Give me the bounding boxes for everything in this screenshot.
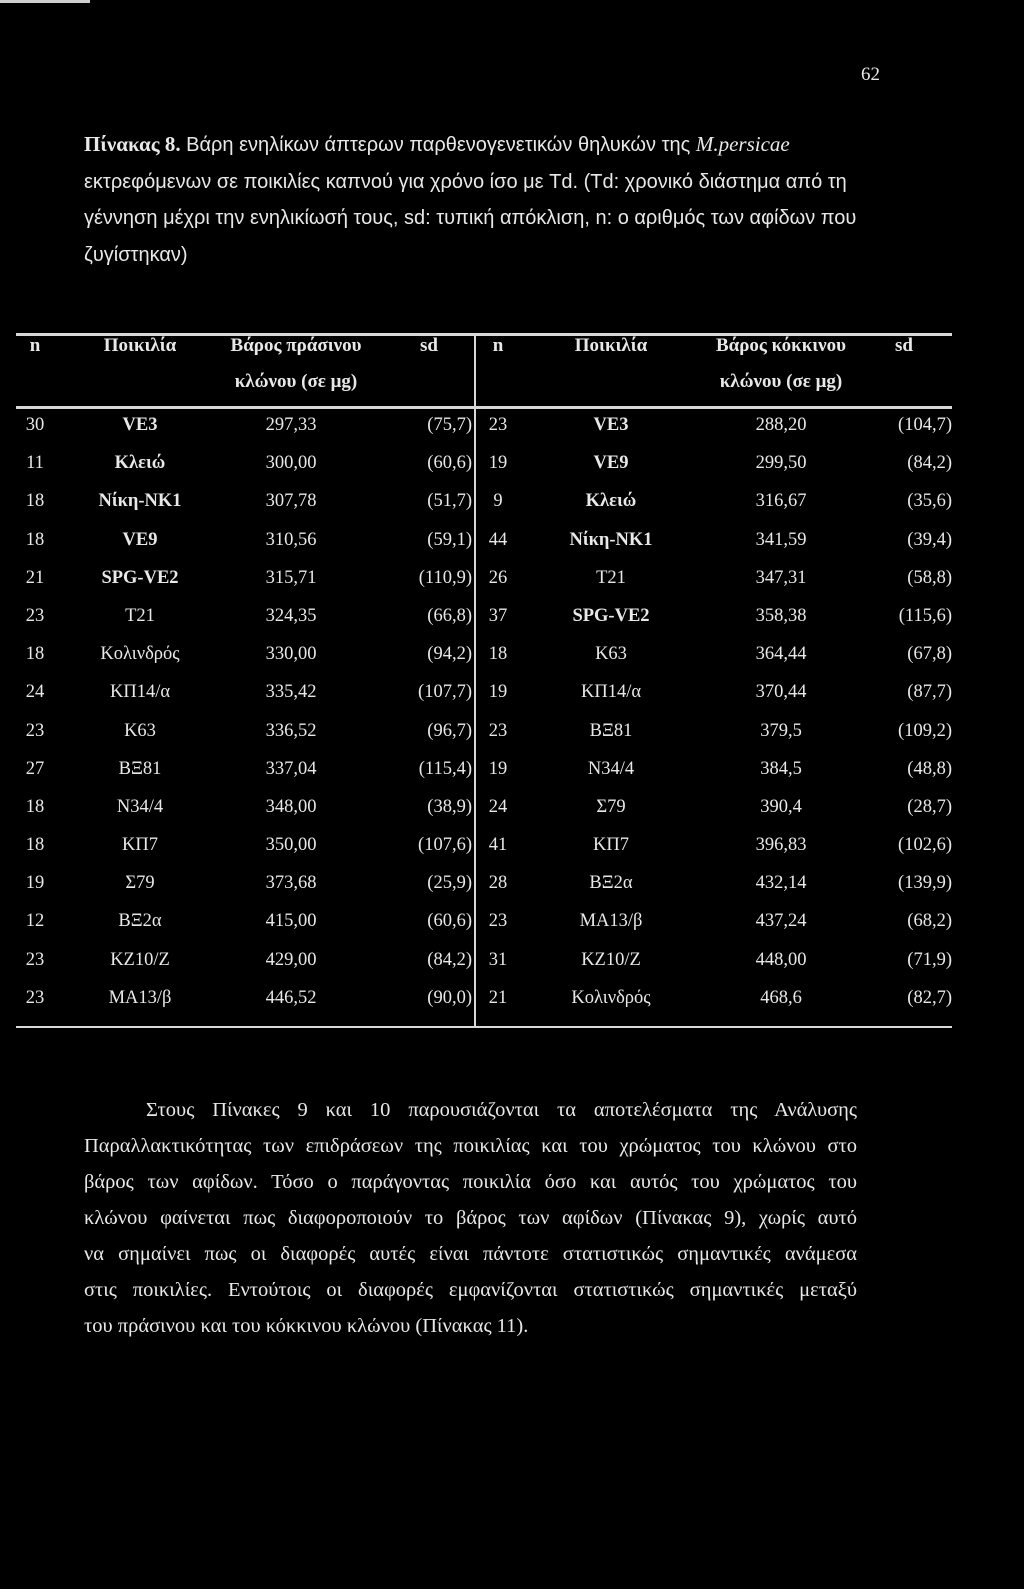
- cell-n-green: 27: [25, 758, 45, 779]
- cell-weight-red: 396,83: [755, 835, 807, 856]
- cell-variety-green: Νίκη-ΝΚ1: [98, 491, 182, 512]
- table-row: [16, 600, 952, 638]
- table-row: [16, 715, 952, 753]
- cell-n-green: 12: [25, 911, 45, 932]
- paragraph-line: να σημαίνει πως οι διαφορές αυτές είναι πάντοτε στατιστικώς σημαντικές ανάμεσα: [84, 1243, 857, 1265]
- cell-n-red: 19: [488, 682, 508, 703]
- cell-variety-red: ΚΖ10/Ζ: [581, 949, 641, 970]
- cell-sd-green: (25,9): [427, 873, 472, 894]
- cell-variety-red: K63: [595, 644, 627, 665]
- cell-weight-red: 347,31: [755, 567, 807, 588]
- cell-variety-red: T21: [596, 567, 626, 588]
- paragraph-line: στις ποικιλίες. Εντούτοις οι διαφορές εμφανίζονται στατιστικώς σημαντικές μεταξύ: [84, 1279, 857, 1301]
- cell-variety-green: ΚΠ7: [122, 835, 158, 856]
- cell-sd-red: (109,2): [898, 720, 952, 741]
- cell-sd-green: (94,2): [427, 644, 472, 665]
- cell-weight-red: 341,59: [755, 529, 807, 550]
- cell-n-green: 23: [25, 605, 45, 626]
- cell-n-red: 19: [488, 758, 508, 779]
- cell-variety-red: Κλειώ: [585, 491, 637, 512]
- page-number: 62: [861, 64, 880, 85]
- cell-n-green: 30: [25, 415, 45, 435]
- cell-sd-red: (87,7): [907, 682, 952, 703]
- cell-sd-red: (58,8): [907, 567, 952, 588]
- caption-species: M.persicae: [695, 132, 790, 156]
- cell-weight-green: 330,00: [265, 644, 317, 665]
- cell-weight-green: 373,68: [265, 873, 317, 894]
- cell-weight-red: 379,5: [760, 720, 802, 741]
- cell-variety-red: SPG-VE2: [572, 605, 650, 626]
- cell-variety-red: ΜΑ13/β: [579, 911, 643, 932]
- cell-weight-green: 336,52: [265, 720, 317, 741]
- weights-table: [16, 333, 952, 1033]
- cell-n-red: 21: [488, 987, 508, 1008]
- cell-sd-red: (104,7): [898, 415, 952, 435]
- cell-weight-green: 307,78: [265, 491, 317, 512]
- table-row: [16, 676, 952, 714]
- cell-n-red: 31: [488, 949, 508, 970]
- cell-n-red: 41: [488, 835, 508, 856]
- cell-variety-green: T21: [125, 605, 155, 626]
- cell-variety-green: ΒΞ81: [118, 758, 162, 779]
- cell-n-green: 18: [25, 796, 45, 817]
- cell-sd-green: (60,6): [427, 453, 472, 474]
- table-bottom-rule: [16, 1026, 952, 1028]
- paragraph-line: του πράσινου και του κόκκινου κλώνου (Πίνακας 11).: [84, 1315, 529, 1337]
- cell-sd-red: (102,6): [898, 835, 952, 856]
- header-sd-red: sd: [895, 335, 913, 356]
- cell-sd-red: (67,8): [907, 644, 952, 665]
- header-variety-green: Ποικιλία: [103, 335, 177, 356]
- cell-weight-green: 350,00: [265, 835, 317, 856]
- table-row: [16, 944, 952, 982]
- cell-variety-red: Ν34/4: [587, 758, 635, 779]
- cell-n-green: 18: [25, 529, 45, 550]
- cell-sd-red: (84,2): [907, 453, 952, 474]
- cell-variety-green: Ν34/4: [116, 796, 164, 817]
- cell-sd-green: (107,6): [418, 835, 472, 856]
- cell-variety-green: VE3: [122, 415, 158, 435]
- cell-weight-green: 310,56: [265, 529, 317, 550]
- cell-variety-red: Νίκη-ΝΚ1: [569, 529, 653, 550]
- header-weight-red-line2: κλώνου (σε μg): [719, 371, 843, 392]
- header-n-green: n: [29, 335, 41, 356]
- cell-sd-green: (60,6): [427, 911, 472, 932]
- cell-weight-green: 415,00: [265, 911, 317, 932]
- table-row: [16, 829, 952, 867]
- cell-weight-red: 370,44: [755, 682, 807, 703]
- table-row: [16, 524, 952, 562]
- cell-weight-red: 390,4: [760, 796, 802, 817]
- cell-variety-red: VE3: [593, 415, 629, 435]
- cell-variety-red: Κολινδρός: [571, 987, 651, 1008]
- cell-variety-red: Σ79: [596, 796, 626, 817]
- cell-n-red: 9: [493, 491, 503, 512]
- cell-weight-green: 337,04: [265, 758, 317, 779]
- cell-n-red: 23: [488, 911, 508, 932]
- cell-sd-red: (71,9): [907, 949, 952, 970]
- cell-n-red: 26: [488, 567, 508, 588]
- cell-weight-green: 335,42: [265, 682, 317, 703]
- table-row: [16, 867, 952, 905]
- cell-variety-green: ΚΖ10/Ζ: [110, 949, 170, 970]
- header-weight-green-line2: κλώνου (σε μg): [234, 371, 358, 392]
- cell-n-red: 28: [488, 873, 508, 894]
- cell-sd-green: (75,7): [427, 415, 472, 435]
- cell-weight-red: 448,00: [755, 949, 807, 970]
- cell-weight-green: 300,00: [265, 453, 317, 474]
- table-row: [16, 485, 952, 523]
- cell-sd-green: (107,7): [418, 682, 472, 703]
- cell-sd-green: (90,0): [427, 987, 472, 1008]
- cell-sd-green: (66,8): [427, 605, 472, 626]
- paragraph-line: Παραλλακτικότητας των επιδράσεων της ποικιλίας και του χρώματος του κλώνου στο: [84, 1135, 857, 1157]
- header-weight-red-line1: Βάρος κόκκινου: [715, 335, 847, 356]
- cell-sd-green: (115,4): [418, 758, 472, 779]
- cell-variety-green: Κλειώ: [114, 453, 166, 474]
- cell-variety-green: VE9: [122, 529, 158, 550]
- table-row: [16, 638, 952, 676]
- cell-n-green: 23: [25, 987, 45, 1008]
- cell-weight-red: 288,20: [755, 415, 807, 435]
- cell-sd-red: (28,7): [907, 796, 952, 817]
- cell-n-green: 23: [25, 949, 45, 970]
- cell-sd-green: (51,7): [427, 491, 472, 512]
- paragraph-line: κλώνου φαίνεται πως διαφοροποιούν το βάρος των αφίδων (Πίνακας 9), χωρίς αυτό: [84, 1207, 857, 1229]
- cell-n-green: 18: [25, 835, 45, 856]
- table-row: [16, 409, 952, 447]
- caption-text-rest: εκτρεφόμενων σε ποικιλίες καπνού για χρόνο ίσο με Td. (Td: χρονικό διάστημα από τη γέννηση μέχρι την ενηλικίωσή τους, sd: τυπική απόκλιση, n: ο αριθμός των αφίδων που ζυγίστηκαν): [84, 170, 857, 266]
- cell-variety-green: K63: [124, 720, 156, 741]
- cell-sd-green: (59,1): [427, 529, 472, 550]
- cell-sd-red: (115,6): [898, 605, 952, 626]
- cell-variety-green: ΒΞ2α: [118, 911, 162, 932]
- cell-weight-red: 358,38: [755, 605, 807, 626]
- cell-weight-red: 384,5: [760, 758, 802, 779]
- cell-variety-green: Σ79: [125, 873, 155, 894]
- top-edge-mark: [0, 0, 90, 3]
- cell-weight-red: 468,6: [760, 987, 802, 1008]
- cell-n-green: 23: [25, 720, 45, 741]
- cell-n-green: 21: [25, 567, 45, 588]
- table-row: [16, 562, 952, 600]
- header-variety-red: Ποικιλία: [574, 335, 648, 356]
- cell-n-green: 11: [26, 453, 44, 474]
- cell-n-red: 37: [488, 605, 508, 626]
- cell-weight-green: 297,33: [265, 415, 317, 435]
- cell-n-red: 19: [488, 453, 508, 474]
- paragraph-line: Στους Πίνακες 9 και 10 παρουσιάζονται τα αποτελέσματα της Ανάλυσης: [146, 1099, 857, 1121]
- caption-text-start: Βάρη ενηλίκων άπτερων παρθενογενετικών θηλυκών της: [186, 134, 691, 156]
- cell-sd-green: (84,2): [427, 949, 472, 970]
- cell-n-red: 18: [488, 644, 508, 665]
- cell-weight-green: 315,71: [265, 567, 317, 588]
- cell-n-red: 44: [488, 529, 508, 550]
- body-paragraph: [84, 1092, 857, 1344]
- table-row: [16, 791, 952, 829]
- table-row: [16, 905, 952, 943]
- cell-sd-green: (38,9): [427, 796, 472, 817]
- cell-sd-red: (139,9): [898, 873, 952, 894]
- cell-sd-green: (110,9): [418, 567, 472, 588]
- cell-weight-red: 364,44: [755, 644, 807, 665]
- cell-weight-red: 432,14: [755, 873, 807, 894]
- cell-n-green: 24: [25, 682, 45, 703]
- cell-weight-red: 437,24: [755, 911, 807, 932]
- cell-variety-green: Κολινδρός: [100, 644, 180, 665]
- cell-variety-red: ΚΠ7: [593, 835, 629, 856]
- cell-variety-red: VE9: [593, 453, 629, 474]
- cell-weight-green: 446,52: [265, 987, 317, 1008]
- table-row: [16, 982, 952, 1020]
- cell-weight-red: 316,67: [755, 491, 807, 512]
- cell-variety-green: ΚΠ14/α: [109, 682, 171, 703]
- cell-variety-red: ΒΞ81: [589, 720, 633, 741]
- cell-weight-green: 324,35: [265, 605, 317, 626]
- cell-weight-green: 429,00: [265, 949, 317, 970]
- cell-weight-green: 348,00: [265, 796, 317, 817]
- table-row: [16, 753, 952, 791]
- cell-n-red: 23: [488, 720, 508, 741]
- cell-n-red: 24: [488, 796, 508, 817]
- cell-sd-red: (82,7): [907, 987, 952, 1008]
- cell-n-red: 23: [488, 415, 508, 435]
- cell-sd-red: (68,2): [907, 911, 952, 932]
- cell-sd-red: (48,8): [907, 758, 952, 779]
- cell-variety-red: ΒΞ2α: [589, 873, 633, 894]
- header-sd-green: sd: [420, 335, 438, 356]
- cell-sd-red: (39,4): [907, 529, 952, 550]
- table-caption: [84, 126, 864, 273]
- cell-sd-green: (96,7): [427, 720, 472, 741]
- caption-label: Πίνακας 8.: [84, 132, 181, 156]
- cell-sd-red: (35,6): [907, 491, 952, 512]
- paragraph-line: βάρος των αφίδων. Τόσο ο παράγοντας ποικιλία όσο και αυτός του χρώματος του: [84, 1171, 857, 1193]
- header-n-red: n: [492, 335, 504, 356]
- cell-weight-red: 299,50: [755, 453, 807, 474]
- table-body: [16, 409, 952, 1020]
- cell-n-green: 18: [25, 644, 45, 665]
- header-weight-green-line1: Βάρος πράσινου: [230, 335, 362, 356]
- cell-variety-green: ΜΑ13/β: [108, 987, 172, 1008]
- cell-n-green: 18: [25, 491, 45, 512]
- table-row: [16, 447, 952, 485]
- cell-variety-green: SPG-VE2: [101, 567, 179, 588]
- cell-variety-red: ΚΠ14/α: [580, 682, 642, 703]
- cell-n-green: 19: [25, 873, 45, 894]
